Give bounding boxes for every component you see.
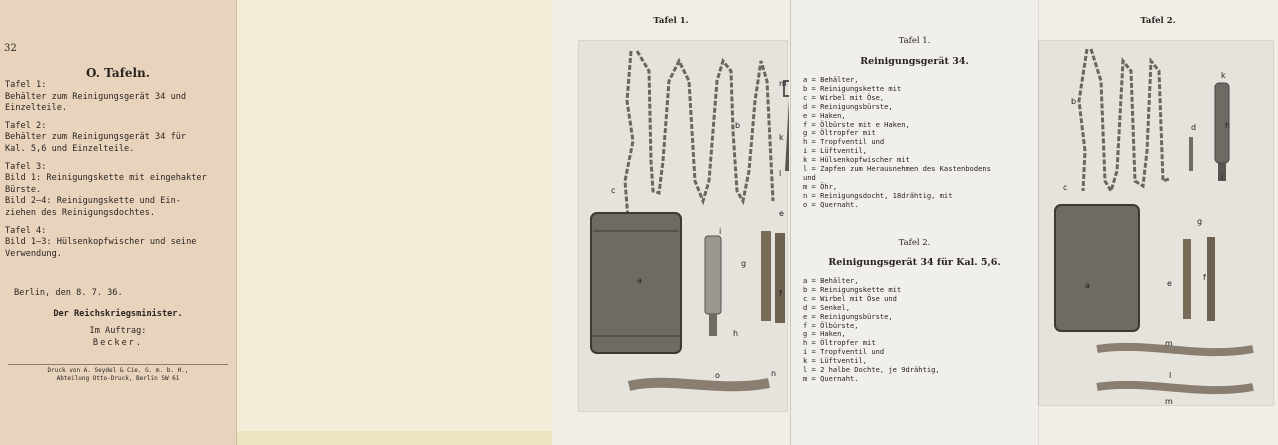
index-line: Bürste.	[5, 184, 42, 195]
figure-label: n	[771, 369, 777, 378]
legend-list-2	[803, 277, 1033, 384]
place-date: Berlin, den 8. 7. 36.	[14, 288, 123, 298]
blank-page	[236, 0, 552, 445]
legend-item: f = Ölbürste mit e Haken,	[803, 119, 910, 129]
figure-label: b	[1071, 97, 1077, 106]
index-line: Tafel 3:	[5, 161, 47, 172]
authority: Der Reichskriegsminister.	[53, 309, 183, 319]
legend-item: a = Behälter,	[803, 276, 859, 285]
printer-line: Druck von A. Seydel & Cie. G. m. b. H.,	[47, 367, 189, 374]
plate-1-photo	[578, 40, 788, 412]
index-line: Behälter zum Reinigungsgerät 34 für	[5, 132, 187, 143]
legend-item: l = 2 halbe Dochte, je 9drähtig,	[803, 365, 940, 375]
legend-item: g = Haken,	[803, 329, 846, 339]
oil-brush-drawing	[1207, 237, 1215, 321]
index-line: Tafel 2:	[5, 120, 47, 131]
wick-drawing	[629, 383, 769, 387]
legend-item: k = Lüftventil,	[803, 356, 868, 366]
legend-item: i = Tropfventil und	[803, 347, 885, 357]
index-line: Bild 1: Reinigungskette mit eingehakter	[5, 173, 207, 184]
figure-label: m	[1165, 339, 1173, 348]
cleaning-key-drawing	[784, 81, 789, 171]
legend-item: a = Behälter,	[803, 75, 859, 84]
index-line: Bild 1—3: Hülsenkopfwischer und seine	[5, 237, 197, 248]
figure-label: o	[715, 371, 720, 380]
legend-item: c = Wirbel mit Öse,	[803, 92, 885, 102]
figure-label: a	[637, 276, 642, 285]
legend-item: e = Haken,	[803, 110, 846, 120]
legend-item: m = Quernaht.	[803, 373, 859, 383]
plate-2-photo	[1038, 40, 1274, 406]
figure-label: c	[611, 186, 616, 195]
figure-label: f	[779, 289, 782, 298]
signature: Becker.	[92, 338, 144, 348]
plate-title: Tafel 1.	[653, 16, 689, 26]
legend-item: d = Reinigungsbürste,	[803, 101, 893, 111]
legend-item: o = Quernaht.	[803, 199, 859, 209]
figure-label: f	[1203, 273, 1206, 282]
divider	[8, 364, 228, 365]
figure-label: d	[1191, 123, 1197, 132]
page-32	[0, 0, 236, 445]
index-line: ziehen des Reinigungsdochtes.	[5, 207, 156, 218]
legend-item: d = Senkel,	[803, 302, 850, 312]
figure-label: b	[735, 121, 741, 130]
legend-item: und	[803, 172, 816, 182]
figure-label: l	[779, 169, 782, 178]
figure-label: k	[1221, 71, 1226, 80]
index-line: Tafel 4:	[5, 225, 47, 236]
legend-heading-2: Tafel 2.	[898, 238, 931, 248]
figure-label: l	[1169, 371, 1172, 380]
index-line: Bild 2—4: Reinigungskette und Ein-	[5, 196, 181, 207]
index-line: Kal. 5,6 und Einzelteile.	[5, 143, 135, 154]
figure-label: e	[779, 209, 784, 218]
oiler-drawing	[705, 236, 721, 314]
figure-label: a	[1085, 281, 1090, 290]
legend-item: h = Öltropfer mit	[803, 338, 876, 348]
legend-item: e = Reinigungsbürste,	[803, 311, 893, 321]
legend-item: b = Reinigungskette mit	[803, 284, 902, 294]
legend-item: f = Ölbürste,	[803, 320, 859, 330]
index-line: Einzelteile.	[5, 103, 68, 114]
figure-label: k	[779, 133, 784, 142]
legend-page	[790, 0, 1038, 445]
cleaning-chain-drawing	[625, 51, 773, 231]
page-fold	[790, 0, 791, 445]
figure-label: i	[1221, 173, 1224, 182]
legend-title-1: Reinigungsgerät 34.	[860, 56, 969, 67]
plate-2-page	[1038, 0, 1278, 445]
plate-index	[5, 80, 231, 260]
wick-drawing	[1097, 347, 1253, 352]
cleaning-chain-drawing	[1079, 49, 1169, 191]
figure-label: h	[733, 329, 739, 338]
legend-item: b = Reinigungskette mit	[803, 83, 902, 93]
cleaning-kit-5-6-illustration	[1039, 41, 1275, 407]
legend-item: k = Hülsenkopfwischer mit	[803, 155, 910, 165]
legend-item: m = Öhr,	[803, 181, 838, 191]
cleaning-kit-illustration	[579, 41, 789, 413]
legend-item: h = Tropfventil und	[803, 137, 885, 147]
figure-label: h	[1225, 121, 1231, 130]
legend-title-2: Reinigungsgerät 34 für Kal. 5,6.	[828, 257, 1001, 268]
figure-label: e	[1167, 279, 1172, 288]
case-drawing	[1055, 205, 1139, 331]
legend-item: n = Reinigungsdocht, 18drähtig, mit	[803, 190, 953, 200]
figure-label: m	[1165, 397, 1173, 406]
printer-imprint	[0, 367, 236, 383]
legend-item: g = Öltropfer mit	[803, 128, 876, 138]
legend-item: c = Wirbel mit Öse und	[803, 293, 897, 303]
figure-label: m	[779, 79, 787, 88]
page-edge	[237, 431, 552, 445]
plate-title: Tafel 2.	[1140, 16, 1176, 26]
figure-label: i	[719, 227, 722, 236]
legend-item: i = Lüftventil,	[803, 146, 868, 156]
figure-label: c	[1063, 183, 1068, 192]
page-number: 32	[4, 43, 17, 54]
figure-label: g	[741, 259, 747, 268]
legend-list-1	[803, 76, 1033, 210]
lace-drawing	[1189, 137, 1193, 171]
page-fold	[1038, 0, 1039, 445]
wick-drawing	[1097, 385, 1253, 390]
index-line: Tafel 1:	[5, 80, 47, 90]
printer-line: Abteilung Otto-Druck, Berlin SW 61	[56, 375, 180, 382]
cleaning-brush-drawing	[761, 231, 771, 321]
plate-1-page	[552, 0, 790, 445]
oil-brush-drawing	[775, 233, 785, 323]
legend-heading-1: Tafel 1.	[898, 36, 931, 46]
in-auftrag: Im Auftrag:	[89, 326, 147, 336]
cleaning-brush-drawing	[1183, 239, 1191, 319]
index-line: Verwendung.	[5, 248, 62, 259]
legend-item: l = Zapfen zum Herausnehmen des Kastenbodens	[803, 164, 991, 174]
section-title: O. Tafeln.	[86, 66, 150, 80]
case-drawing	[591, 213, 681, 353]
index-line: Behälter zum Reinigungsgerät 34 und	[5, 91, 187, 102]
figure-label: g	[1197, 217, 1203, 226]
